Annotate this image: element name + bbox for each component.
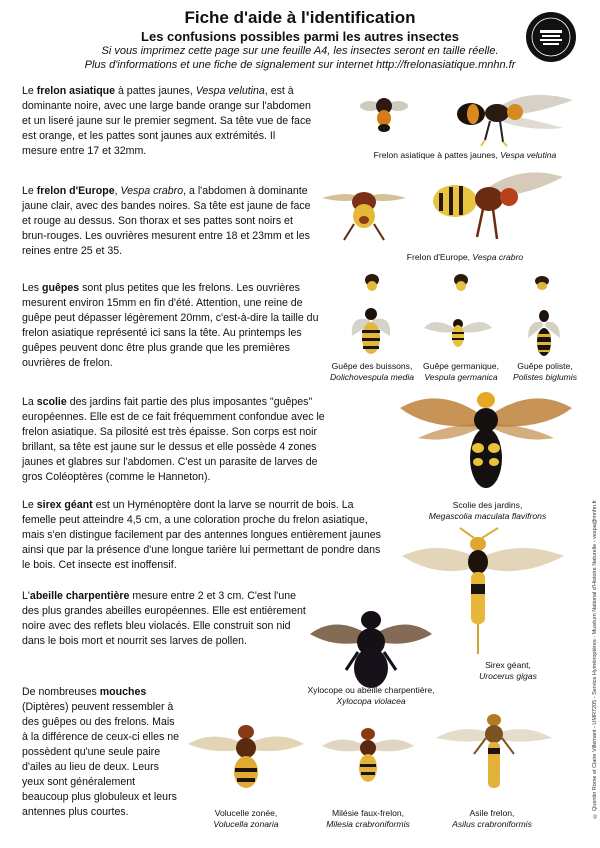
credit-line: © Quentin Rome et Claire Villemant - UMR7205 - Service Hyménoptères - Muséum National d'Histoire Naturelle - vespa@mnhn.fr [592, 500, 598, 819]
caption-germanique: Guêpe germanique, Vespula germanica [423, 361, 499, 382]
poliste-face-image [530, 272, 554, 294]
caption-xylocope: Xylocope ou abeille charpentière, Xylocopa violacea [307, 685, 435, 706]
section-sirex: Le sirex géant est un Hyménoptère dont la larve se nourrit de bois. La femelle peut atteindre 4,5 cm, a une coloration proche du frelon asiatique, mais s'en distingue facilement par des antennes longues entièrement jaunes ainsi que par la présence d'une longue tarière lui permettant de pondre dans le bois. Cet insecte est inoffensif. [22, 499, 381, 571]
germanique-face-image [449, 270, 473, 294]
info-note: Plus d'informations et une fiche de signalement sur internet http://frelonasiatique.mnhn.fr [84, 59, 516, 71]
milesie-image [320, 724, 416, 786]
caption-sirex: Sirex géant, Urocerus gigas [479, 660, 537, 681]
germanique-image [420, 314, 496, 348]
buissons-face-image [360, 270, 384, 294]
caption-milesie: Milésie faux-frelon, Milesia crabroniformis [326, 808, 410, 829]
section-mouches: De nombreuses mouches (Diptères) peuvent ressembler à des guêpes ou des frelons. Mais à la différence de ceux-ci elles ne possèdent qu'une seule paire d'ailes au lieu de deux. Leurs yeux sont généralement beaucoup plus globuleux et leurs antennes plus courtes. [22, 686, 180, 818]
section-abeille: L'abeille charpentière mesure entre 2 et 3 cm. C'est l'une des plus grandes abeilles européennes. Elle est entièrement noire avec des reflets bleu violacés. Elle construit son nid dans le bois mort et nourrit ses larves de pollen. [22, 590, 306, 647]
caption-volucelle: Volucelle zonée, Volucella zonaria [213, 808, 279, 829]
print-note: Si vous imprimez cette page sur une feuille A4, les insectes seront en taille réelle. [101, 45, 499, 57]
section-frelon-asiatique: Le frelon asiatique à pattes jaunes, Vespa velutina, est à dominante noire, avec une large bande orange sur l'abdomen et un liseré jaune sur le premier segment. Sa tête vue de face est orange, et les pattes sont jaunes aux extrémités. Il mesure entre 17 et 32mm. [22, 85, 312, 157]
crabro-face-image [318, 186, 410, 242]
volucelle-image [186, 720, 306, 790]
caption-crabro: Frelon d'Europe, Vespa crabro [406, 252, 524, 262]
crabro-side-image [425, 163, 565, 245]
velutina-face-image [360, 92, 408, 136]
mnhn-logo [526, 12, 576, 62]
buissons-image [348, 300, 394, 358]
caption-asile: Asile frelon, Asilus crabroniformis [452, 808, 532, 829]
page-title: Fiche d'aide à l'identification [184, 8, 416, 27]
section-frelon-europe: Le frelon d'Europe, Vespa crabro, a l'abdomen à dominante jaune clair, avec des bandes noires. Sa tête est jaune de face et rouge au dessus. Son thorax et ses pattes sont noirs et brun-rouges. Les ouvrières mesurent entre 18 et 23mm et les reines entre 25 et 35. [22, 185, 311, 257]
caption-velutina: Frelon asiatique à pattes jaunes, Vespa velutina [373, 150, 557, 160]
section-scolie: La scolie des jardins fait partie des plus imposantes "guêpes" européennes. Elle est de ce fait fréquemment confondue avec le frelon asiatique. Sa pilosité est très épaisse. Son corps est noir brillant, sa tête est jaune sur le dessus et elle possède 4 zones jaunes et glabres sur l'abdomen. C'est un parasite de larves de gros Coléoptères (comme le Hanneton). [22, 396, 325, 483]
scolie-image [398, 386, 574, 498]
section-guepes: Les guêpes sont plus petites que les frelons. Les ouvrières mesurent environ 15mm en fin d'été. Attention, une reine de guêpe peut dépasser légèrement 20mm, c'est-à-dire la taille du frelon asiatique représenté ici sans la tête. Au printemps les guêpes peuvent donc être plus grande que les premières ouvrières de frelon. [22, 282, 319, 369]
xylocope-image [308, 604, 434, 690]
velutina-side-image [445, 88, 575, 148]
caption-poliste: Guêpe poliste, Polistes biglumis [513, 361, 577, 382]
poliste-image [524, 304, 564, 362]
page-subtitle: Les confusions possibles parmi les autres insectes [141, 29, 459, 44]
logo-seal-icon [526, 12, 576, 62]
asile-image [434, 708, 554, 792]
caption-scolie: Scolie des jardins, Megascolia maculata flavifrons [428, 500, 547, 521]
caption-buissons: Guêpe des buissons, Dolichovespula media [329, 361, 415, 382]
